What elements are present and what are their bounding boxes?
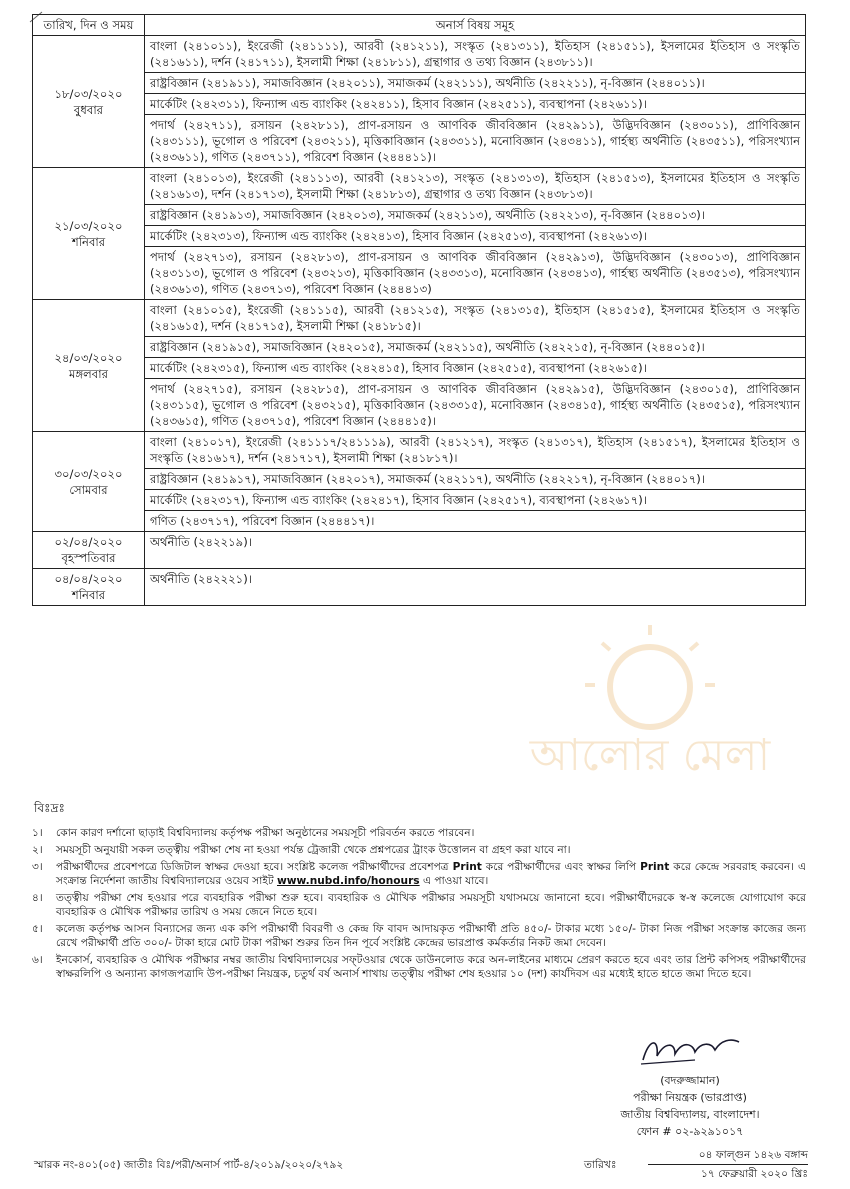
note-text: তত্ত্বীয় পরীক্ষা শেষ হওয়ার পরে ব্যবহারিক পরীক্ষা শুরু হবে। ব্যবহারিক ও মৌখিক পরীক্ষার সময়সূচী যথাসময়ে জানানো হবে। পরীক্ষার্থীদেরকে স্ব-স্ব কলেজে যোগাযোগ করে ব্যবহারিক ও মৌখিক পরীক্ষার তারিখ ও সময় জেনে নিতে হবে। <box>56 892 806 918</box>
note-text: ইনকোর্স, ব্যবহারিক ও মৌখিক পরীক্ষার নম্বর জাতীয় বিশ্ববিদ্যালয়ের সফ্‌টওয়ার থেকে ডাউনলোড করে অন-লাইনের মাধ্যমে প্রেরণ করতে হবে এবং তার প্রিন্ট কপিসহ পরীক্ষার্থীদের স্বাক্ষরলিপি ও অন্যান্য কাগজপত্রাদি উপ-পরীক্ষা নিয়ন্ত্রক, চতুর্থ বর্ষ অনার্স শাখায় তত্ত্বীয় পরীক্ষা শেষ হওয়ার ১০ (দশ) কার্যদিবস এর মধ্যেই হাতে হাতে জমা দিতে হবে। <box>56 954 806 980</box>
exam-date-cell <box>33 300 145 432</box>
watermark-text: আলোর মেলা <box>529 730 771 781</box>
subject-column-header: অনার্স বিষয় সমূহ <box>145 15 806 36</box>
schedule-row <box>33 226 806 247</box>
exam-day: বৃহস্পতিবার <box>61 551 116 565</box>
schedule-row <box>33 511 806 532</box>
note-item <box>32 953 806 981</box>
exam-day: মঙ্গলবার <box>69 366 108 381</box>
exam-date-cell <box>33 569 145 606</box>
subjects-cell: রাষ্ট্রবিজ্ঞান (২৪১৯১৫), সমাজবিজ্ঞান (২৪২০১৫), সমাজকর্ম (২৪২১১৫), অর্থনীতি (২৪২২১৫), নৃ-বিজ্ঞান (২৪৪০১৫)। <box>145 337 806 358</box>
table-header-row <box>33 15 806 36</box>
date-column-header: তারিখ, দিন ও সময় <box>33 15 145 36</box>
subjects-cell: রাষ্ট্রবিজ্ঞান (২৪১৯১৩), সমাজবিজ্ঞান (২৪২০১৩), সমাজকর্ম (২৪২১১৩), অর্থনীতি (২৪২২১৩), নৃ-বিজ্ঞান (২৪৪০১৩)। <box>145 205 806 226</box>
schedule-row <box>33 569 806 606</box>
note-text: সময়সূচী অনুযায়ী সকল তত্ত্বীয় পরীক্ষা শেষ না হওয়া পর্যন্ত ট্রেজারী থেকে প্রশ্নপত্রের ট্রাংক উত্তোলন বা গ্রহণ করা যাবে না। <box>56 844 571 856</box>
signature-block <box>560 1030 820 1140</box>
print-keyword: Print <box>640 861 670 873</box>
schedule-row <box>33 300 806 337</box>
note-number: ৫। <box>32 923 43 935</box>
exam-date: ০২/০৪/২০২০ <box>54 535 123 549</box>
memo-number: স্মারক নং-৪০১(০৫) জাতীঃ বিঃ/পরী/অনার্স পার্ট-৪/২০১৯/২০২০/২৭৯২ <box>34 1159 344 1171</box>
exam-date-cell <box>33 36 145 168</box>
exam-date-cell <box>33 168 145 300</box>
date-label: তারিখঃ <box>584 1159 617 1171</box>
schedule-row <box>33 358 806 379</box>
date-bangla: ০৪ ফাল্গুন ১৪২৬ বঙ্গাব্দ <box>648 1146 808 1165</box>
schedule-row <box>33 532 806 569</box>
subjects-cell: বাংলা (২৪১০১৩), ইংরেজী (২৪১১১৩), আরবী (২৪১২১৩), সংস্কৃত (২৪১৩১৩), ইতিহাস (২৪১৫১৩), ইসলামের ইতিহাস ও সংস্কৃতি (২৪১৬১৩), দর্শন (২৪১৭১৩), ইসলামী শিক্ষা (২৪১৮১৩), গ্রন্থাগার ও তথ্য বিজ্ঞান (২৪৩৮১৩)। <box>145 168 806 205</box>
subjects-cell: গণিত (২৪৩৭১৭), পরিবেশ বিজ্ঞান (২৪৪৪১৭)। <box>145 511 806 532</box>
subjects-cell: রাষ্ট্রবিজ্ঞান (২৪১৯১১), সমাজবিজ্ঞান (২৪২০১১), সমাজকর্ম (২৪২১১১), অর্থনীতি (২৪২২১১), নৃ-বিজ্ঞান (২৪৪০১১)। <box>145 73 806 94</box>
schedule-row <box>33 94 806 115</box>
subjects-cell: মার্কেটিং (২৪২৩১১), ফিন্যান্স এন্ড ব্যাংকিং (২৪২৪১১), হিসাব বিজ্ঞান (২৪২৫১১), ব্যবস্থাপনা (২৪২৬১১)। <box>145 94 806 115</box>
exam-day: সোমবার <box>69 482 108 497</box>
schedule-row <box>33 337 806 358</box>
note-text: কোন কারণ দর্শানো ছাড়াই বিশ্ববিদ্যালয় কর্তৃপক্ষ পরীক্ষা অনুষ্ঠানের সময়সূচী পরিবর্তন করতে পারবেন। <box>56 827 475 839</box>
watermark-logo <box>500 625 800 815</box>
schedule-row <box>33 490 806 511</box>
exam-schedule-table <box>32 14 806 606</box>
note-text-part: করে কেন্দ্রে সরবরাহ করবেন। এ সংক্রান্ত নির্দেশনা জাতীয় বিশ্ববিদ্যালয়ের ওয়েব সাইট <box>56 861 806 887</box>
exam-day: বুধবার <box>73 102 104 117</box>
subjects-cell: বাংলা (২৪১০১৫), ইংরেজী (২৪১১১৫), আরবী (২৪১২১৫), সংস্কৃত (২৪১৩১৫), ইতিহাস (২৪১৫১৫), ইসলামের ইতিহাস ও সংস্কৃতি (২৪১৬১৫), দর্শন (২৪১৭১৫), ইসলামী শিক্ষা (২৪১৮১৫)। <box>145 300 806 337</box>
note-number: ৩। <box>32 861 43 873</box>
note-number: ২। <box>32 844 43 856</box>
schedule-row <box>33 469 806 490</box>
subjects-cell: মার্কেটিং (২৪২৩১৭), ফিন্যান্স এন্ড ব্যাংকিং (২৪২৪১৭), হিসাব বিজ্ঞান (২৪২৫১৭), ব্যবস্থাপনা (২৪২৬১৭)। <box>145 490 806 511</box>
notes-heading: বিঃদ্রঃ <box>34 801 65 815</box>
schedule-row <box>33 432 806 469</box>
exam-date-cell <box>33 432 145 532</box>
exam-date: ৩০/০৩/২০২০ <box>54 466 123 481</box>
subjects-cell: পদার্থ (২৪২৭১৫), রসায়ন (২৪২৮১৫), প্রাণ-রসায়ন ও আণবিক জীববিজ্ঞান (২৪২৯১৫), উদ্ভিদবিজ্ঞান (২৪৩০১৫), প্রাণিবিজ্ঞান (২৪৩১১৫), ভূগোল ও পরিবেশ (২৪৩২১৫), মৃত্তিকাবিজ্ঞান (২৪৩৩১৫), মনোবিজ্ঞান (২৪৩৪১৫), গার্হস্থ্য অর্থনীতি (২৪৩৫১৫), পরিসংখ্যান (২৪৩৬১৫), গণিত (২৪৩৭১৫), পরিবেশ বিজ্ঞান (২৪৪৪১৫)। <box>145 379 806 432</box>
schedule-row <box>33 379 806 432</box>
note-text: কলেজ কর্তৃপক্ষ আসন বিন্যাসের জন্য এক কপি পরীক্ষার্থী বিবরণী ও কেন্দ্র ফি বাবদ আদায়কৃত পরীক্ষার্থী প্রতি ৪৫০/- টাকার মধ্যে ১৫০/- টাকা নিজ পরীক্ষা সংক্রান্ত কাজের জন্য রেখে পরীক্ষার্থী প্রতি ৩০০/- টাকা হারে মোট টাকা পরীক্ষা শুরুর তিন দিন পূর্বে সংশ্লিষ্ট কেন্দ্রের ভারপ্রাপ্ত কর্মকর্তার নিকট জমা দেবেন। <box>56 923 806 949</box>
exam-date-cell <box>33 532 145 569</box>
exam-date: ০৪/০৪/২০২০ <box>54 572 123 586</box>
note-text-part: পরীক্ষার্থীদের প্রবেশপত্রে ডিজিটাল স্বাক্ষর দেওয়া হবে। সংশ্লিষ্ট কলেজ পরীক্ষার্থীদের প্রবেশপত্র <box>56 861 453 873</box>
note-number: ৬। <box>32 954 43 966</box>
schedule-body <box>33 36 806 606</box>
schedule-row <box>33 36 806 73</box>
exam-date: ১৮/০৩/২০২০ <box>54 86 123 101</box>
signatory-name: (বদরুজ্জামান) <box>660 1074 720 1087</box>
subjects-cell: মার্কেটিং (২৪২৩১৩), ফিন্যান্স এন্ড ব্যাংকিং (২৪২৪১৩), হিসাব বিজ্ঞান (২৪২৫১৩), ব্যবস্থাপনা (২৪২৬১৩)। <box>145 226 806 247</box>
date-english: ১৭ ফেব্রুয়ারী ২০২০ খ্রিঃ <box>701 1168 808 1180</box>
note-text-part: এ পাওয়া যাবে। <box>419 875 489 887</box>
notes-list <box>32 826 806 984</box>
note-item <box>32 843 806 857</box>
note-item <box>32 860 806 888</box>
subjects-cell: বাংলা (২৪১০১১), ইংরেজী (২৪১১১১), আরবী (২৪১২১১), সংস্কৃত (২৪১৩১১), ইতিহাস (২৪১৫১১), ইসলামের ইতিহাস ও সংস্কৃতি (২৪১৬১১), দর্শন (২৪১৭১১), ইসলামী শিক্ষা (২৪১৮১১), গ্রন্থাগার ও তথ্য বিজ্ঞান (২৪৩৮১১)। <box>145 36 806 73</box>
subjects-cell: অর্থনীতি (২৪২২২১)। <box>145 569 806 606</box>
exam-date: ২৪/০৩/২০২০ <box>54 350 123 365</box>
note-number: ১। <box>32 827 43 839</box>
schedule-row <box>33 73 806 94</box>
subjects-cell: রাষ্ট্রবিজ্ঞান (২৪১৯১৭), সমাজবিজ্ঞান (২৪২০১৭), সমাজকর্ম (২৪২১১৭), অর্থনীতি (২৪২২১৭), নৃ-বিজ্ঞান (২৪৪০১৭)। <box>145 469 806 490</box>
schedule-row <box>33 168 806 205</box>
subjects-cell: বাংলা (২৪১০১৭), ইংরেজী (২৪১১১৭/২৪১১১৯), আরবী (২৪১২১৭), সংস্কৃত (২৪১৩১৭), ইতিহাস (২৪১৫১৭), ইসলামের ইতিহাস ও সংস্কৃতি (২৪১৬১৭), দর্শন (২৪১৭১৭), ইসলামী শিক্ষা (২৪১৮১৭)। <box>145 432 806 469</box>
website-link[interactable]: www.nubd.info/honours <box>276 875 420 887</box>
issue-date <box>648 1146 808 1183</box>
exam-day: শনিবার <box>71 588 106 602</box>
print-keyword: Print <box>452 861 482 873</box>
subjects-cell: পদার্থ (২৪২৭১১), রসায়ন (২৪২৮১১), প্রাণ-রসায়ন ও আণবিক জীববিজ্ঞান (২৪২৯১১), উদ্ভিদবিজ্ঞান (২৪৩০১১), প্রাণিবিজ্ঞান (২৪৩১১১), ভূগোল ও পরিবেশ (২৪৩২১১), মৃত্তিকাবিজ্ঞান (২৪৩৩১১), মনোবিজ্ঞান (২৪৩৪১১), গার্হস্থ্য অর্থনীতি (২৪৩৫১১), পরিসংখ্যান (২৪৩৬১১), গণিত (২৪৩৭১১), পরিবেশ বিজ্ঞান (২৪৪৪১১)। <box>145 115 806 168</box>
note-number: ৪। <box>32 892 43 904</box>
phone-number: ফোন # ০২-৯২৯১০১৭ <box>636 1125 744 1138</box>
schedule-row <box>33 205 806 226</box>
schedule-row <box>33 247 806 300</box>
subjects-cell: পদার্থ (২৪২৭১৩), রসায়ন (২৪২৮১৩), প্রাণ-রসায়ন ও আণবিক জীববিজ্ঞান (২৪২৯১৩), উদ্ভিদবিজ্ঞান (২৪৩০১৩), প্রাণিবিজ্ঞান (২৪৩১১৩), ভূগোল ও পরিবেশ (২৪৩২১৩), মৃত্তিকাবিজ্ঞান (২৪৩৩১৩), মনোবিজ্ঞান (২৪৩৪১৩), গার্হস্থ্য অর্থনীতি (২৪৩৫১৩), পরিসংখ্যান (২৪৩৬১৩), গণিত (২৪৩৭১৩), পরিবেশ বিজ্ঞান (২৪৪৪১৩) <box>145 247 806 300</box>
subjects-cell: মার্কেটিং (২৪২৩১৫), ফিন্যান্স এন্ড ব্যাংকিং (২৪২৪১৫), হিসাব বিজ্ঞান (২৪২৫১৫), ব্যবস্থাপনা (২৪২৬১৫)। <box>145 358 806 379</box>
note-item <box>32 922 806 950</box>
note-item <box>32 891 806 919</box>
organization-name: জাতীয় বিশ্ববিদ্যালয়, বাংলাদেশ। <box>620 1108 760 1121</box>
signatory-title: পরীক্ষা নিয়ন্ত্রক (ভারপ্রাপ্ত) <box>633 1091 747 1104</box>
exam-day: শনিবার <box>71 234 106 249</box>
note-item <box>32 826 806 840</box>
note-text <box>56 860 806 888</box>
note-text-part: করে পরীক্ষার্থীদের এবং স্বাক্ষর লিপি <box>481 861 641 873</box>
subjects-cell: অর্থনীতি (২৪২২১৯)। <box>145 532 806 569</box>
schedule-row <box>33 115 806 168</box>
handwritten-signature <box>635 1030 745 1070</box>
exam-date: ২১/০৩/২০২০ <box>54 218 123 233</box>
